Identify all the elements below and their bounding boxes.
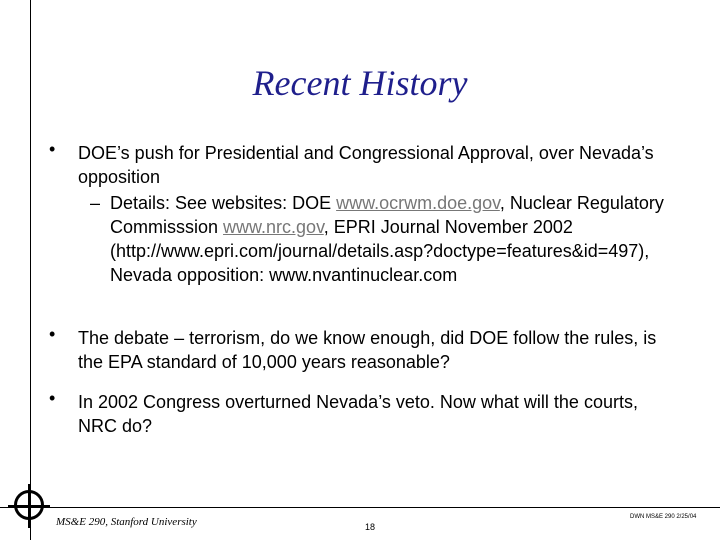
bullet-marker: • — [49, 324, 56, 344]
footer-course: MS&E 290, Stanford University — [56, 516, 197, 528]
bullet-marker: • — [49, 388, 56, 408]
details-text-1: Details: See websites: DOE — [110, 193, 337, 213]
details-text-2: , Nuclear Regulatory Commisssion — [110, 193, 664, 237]
link-ocrwm[interactable]: www.ocrwm.doe.gov — [336, 193, 500, 213]
sub-bullet-dash: – — [90, 193, 101, 213]
crosshair-horizontal — [8, 505, 50, 508]
bullet-debate: The debate – terrorism, do we know enough, did DOE follow the rules, is the EPA standard of 10,000 years reasonable? — [78, 328, 657, 372]
horizontal-rule — [0, 507, 720, 508]
vertical-rule — [30, 0, 31, 540]
slide-title: Recent History — [252, 63, 468, 103]
link-nrc[interactable]: www.nrc.gov — [223, 217, 324, 237]
bullet-marker: • — [49, 139, 56, 159]
bullet-doe-approval: DOE’s push for Presidential and Congressional Approval, over Nevada’s opposition — [78, 143, 654, 187]
bullet-congress-veto: In 2002 Congress overturned Nevada’s veto. Now what will the courts, NRC do? — [78, 392, 638, 436]
footer-author-date: DWN MS&E 290 2/25/04 — [630, 514, 697, 520]
sub-bullet-text — [110, 191, 688, 287]
footer-page-number: 18 — [365, 522, 376, 532]
details-text-3: , EPRI Journal November 2002 (http://www.epri.com/journal/details.asp?doctype=features&id=497), Nevada opposition: www.nvantinuclear.com — [110, 217, 650, 285]
